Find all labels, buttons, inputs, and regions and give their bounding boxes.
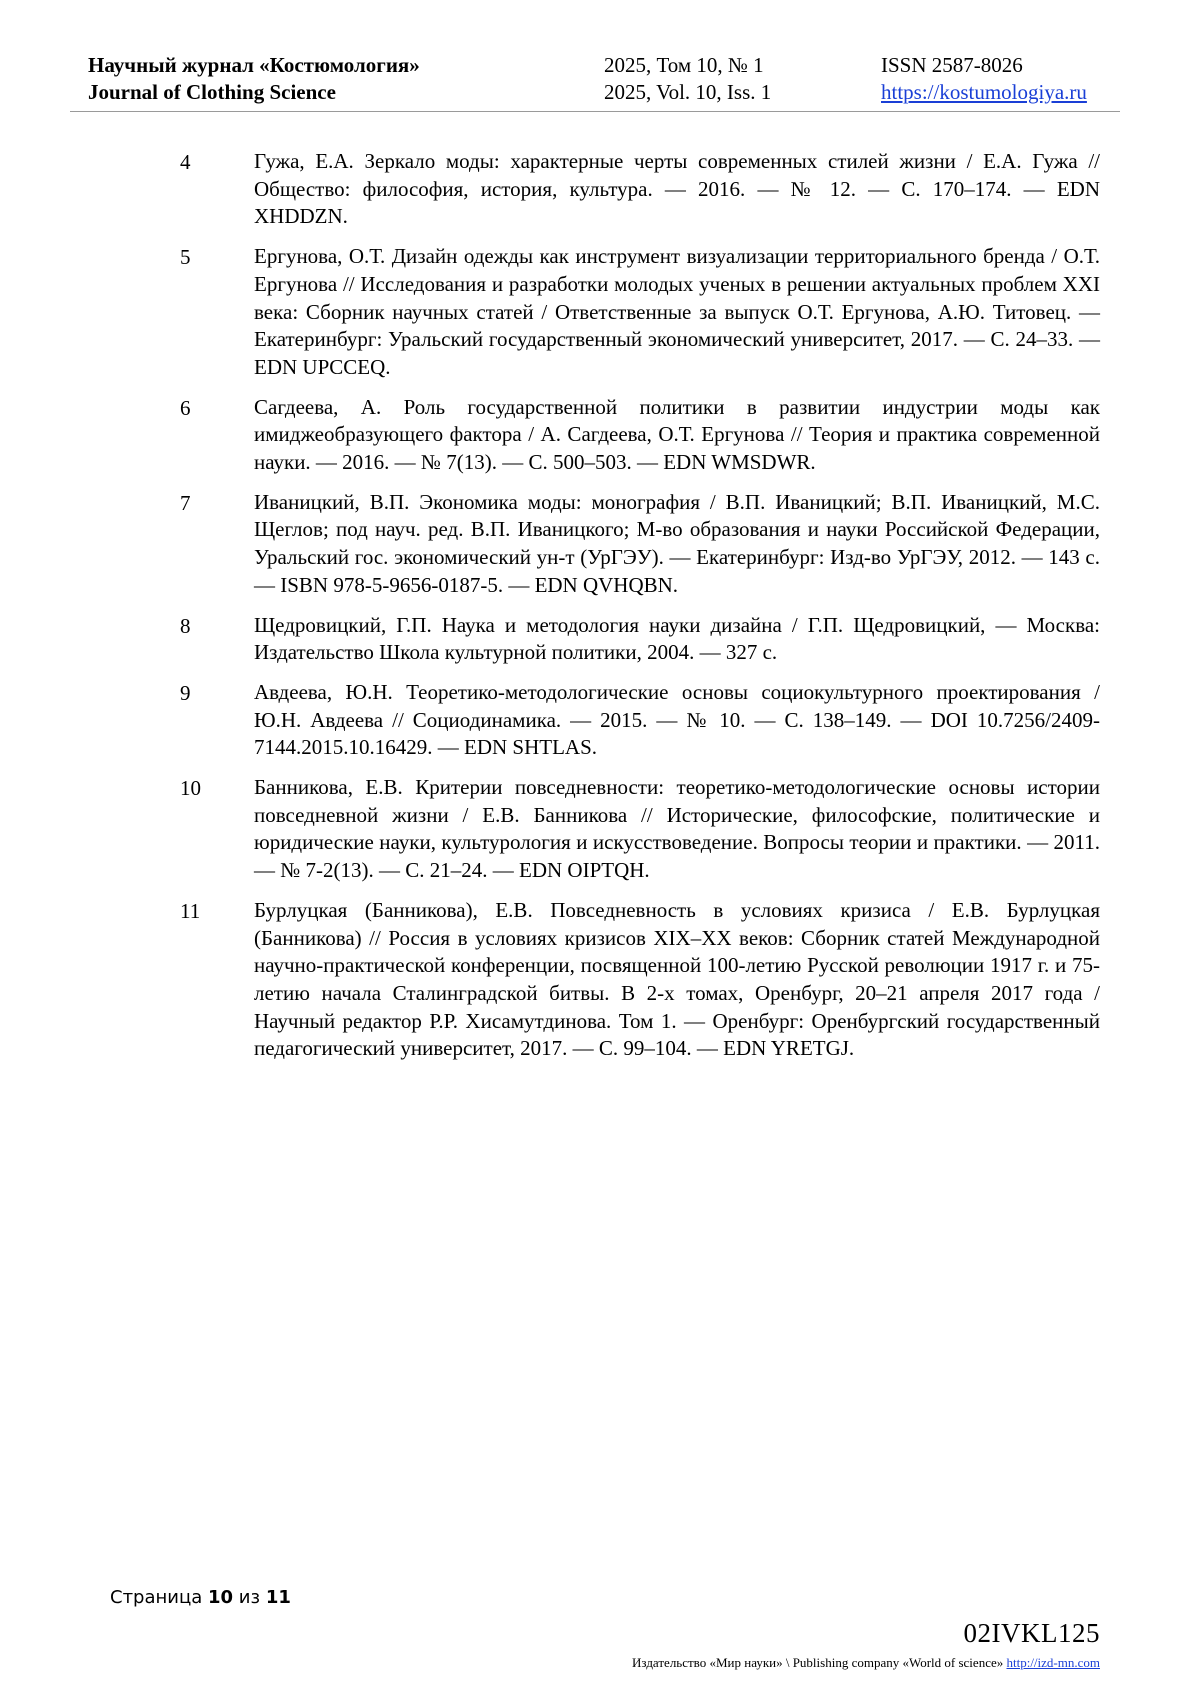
page-of: из [238, 1587, 261, 1608]
reference-item [180, 897, 1100, 1063]
article-code: 02IVKL125 [963, 1618, 1100, 1648]
reference-list [180, 148, 1100, 1075]
issue-ru: 2025, Том 10, № 1 [604, 53, 764, 77]
journal-name-en: Journal of Clothing Science [88, 80, 336, 104]
reference-item [180, 394, 1100, 477]
page-total: 11 [265, 1587, 291, 1608]
publisher-line [632, 1655, 1100, 1671]
reference-text: Щедровицкий, Г.П. Наука и методология науки дизайна / Г.П. Щедровицкий, — Москва: Издательство Школа культурной политики, 2004. — 327 с. [254, 612, 1100, 665]
reference-item [180, 243, 1100, 382]
reference-number: 4 [180, 150, 191, 174]
reference-number: 7 [180, 490, 191, 515]
journal-name-ru: Научный журнал «Костюмология» [88, 53, 420, 77]
journal-url-link[interactable]: https://kostumologiya.ru [881, 80, 1087, 104]
page-header [88, 52, 1120, 112]
publisher-text: Издательство «Мир науки» \ Publishing company «World of science» [632, 1655, 1004, 1670]
issn: ISSN 2587-8026 [881, 53, 1023, 77]
reference-text: Банникова, Е.В. Критерии повседневности: теоретико-методологические основы истории повседневной жизни / Е.В. Банникова // Исторические, философские, политические и юридические науки, культурология и искусствоведение. Вопросы теории и практики. — 2011. — № 7-2(13). — С. 21–24. — EDN OIPTQH. [254, 775, 1100, 883]
reference-number: 6 [180, 395, 191, 420]
reference-item [180, 774, 1100, 885]
page-current: 10 [208, 1587, 234, 1608]
reference-item [180, 679, 1100, 762]
reference-number: 9 [180, 680, 191, 705]
reference-number: 10 [180, 776, 201, 801]
page-counter [110, 1587, 291, 1608]
reference-item [180, 489, 1100, 600]
reference-item [180, 148, 1100, 231]
reference-text: Авдеева, Ю.Н. Теоретико-методологические основы социокультурного проектирования / Ю.Н. Авдеева // Социодинамика. — 2015. — № 10. — С. 138–149. — DOI 10.7256/2409-7144.2015.10.16429. — EDN SHTLAS. [254, 679, 1100, 760]
reference-text: Бурлуцкая (Банникова), Е.В. Повседневность в условиях кризиса / Е.В. Бурлуцкая (Банникова) // Россия в условиях кризисов XIX–XX веков: Сборник статей Международной научно-практической конференции, посвященной 100-летию Русской революции 1917 г. и 75-летию начала Сталинградской битвы. В 2-х томах, Оренбург, 20–21 апреля 2017 года / Научный редактор Р.Р. Хисамутдинова. Том 1. — Оренбург: Оренбургский государственный педагогический университет, 2017. — С. 99–104. — EDN YRETGJ. [254, 897, 1100, 1061]
issue-en: 2025, Vol. 10, Iss. 1 [604, 80, 772, 104]
reference-item [180, 612, 1100, 667]
reference-text: Гужа, Е.А. Зеркало моды: характерные черты современных стилей жизни / Е.А. Гужа // Общество: философия, история, культура. — 2016. — № 12. — С. 170–174. — EDN XHDDZN. [254, 149, 1100, 229]
publisher-link[interactable]: http://izd-mn.com [1006, 1655, 1100, 1670]
reference-text: Сагдеева, А. Роль государственной политики в развитии индустрии моды как имиджеобразующего фактора / А. Сагдеева, О.Т. Ергунова // Теория и практика современной науки. — 2016. — № 7(13). — С. 500–503. — EDN WMSDWR. [254, 394, 1100, 475]
reference-text: Ергунова, О.Т. Дизайн одежды как инструмент визуализации территориального бренда / О.Т. Ергунова // Исследования и разработки молодых ученых в решении актуальных проблем XXI века: Сборник научных статей / Ответственные за выпуск О.Т. Ергунова, А.Ю. Титовец. — Екатеринбург: Уральский государственный экономический университет, 2017. — С. 24–33. — EDN UPCCEQ. [254, 244, 1100, 379]
reference-number: 5 [180, 245, 191, 270]
header-divider [70, 111, 1120, 112]
journal-title-block [88, 52, 420, 106]
issn-block [881, 52, 1087, 106]
page-label: Страница [110, 1587, 203, 1608]
reference-number: 8 [180, 613, 191, 638]
issue-info-block [604, 52, 771, 106]
reference-number: 11 [180, 898, 201, 923]
reference-text: Иваницкий, В.П. Экономика моды: монография / В.П. Иваницкий; В.П. Иваницкий, М.С. Щеглов; под науч. ред. В.П. Иваницкого; М-во образования и науки Российской Федерации, Уральский гос. экономический ун-т (УрГЭУ). — Екатеринбург: Изд-во УрГЭУ, 2012. — 143 с. — ISBN 978-5-9656-0187-5. — EDN QVHQBN. [254, 489, 1100, 597]
